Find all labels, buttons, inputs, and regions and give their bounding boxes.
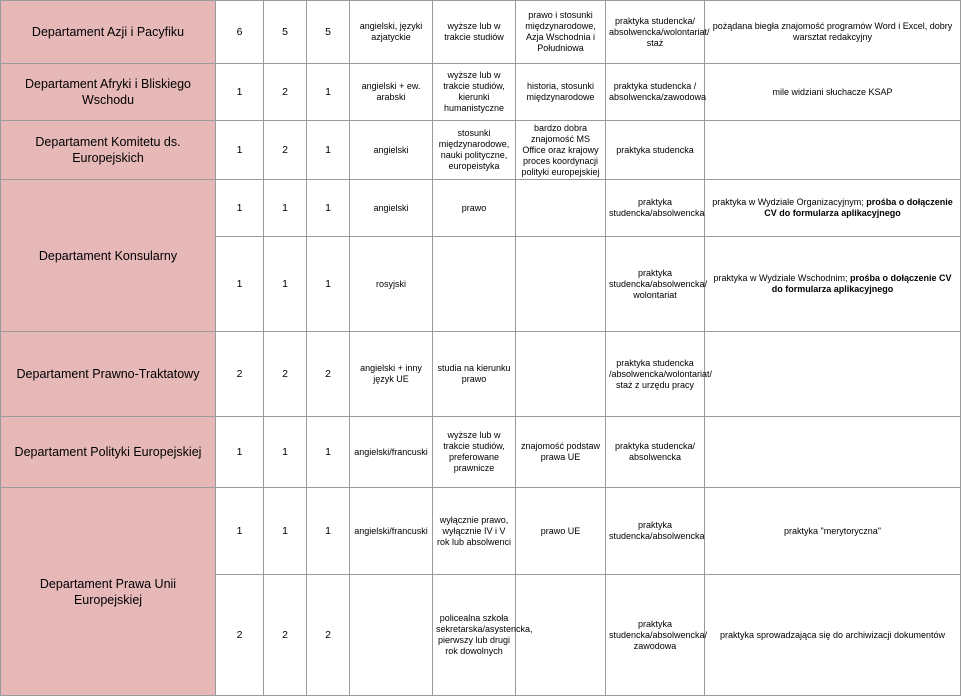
field-cell: prawo UE (516, 488, 606, 575)
education-cell: wyższe lub w trakcie studiów (433, 1, 516, 64)
internship-type-cell: praktyka studencka/absolwencka (606, 488, 705, 575)
table-row (1, 121, 961, 180)
education-cell: wyłącznie prawo, wyłącznie IV i V rok lub absolwenci (433, 488, 516, 575)
internship-type-cell: praktyka studencka/ absolwencka (606, 417, 705, 488)
table-row (1, 180, 961, 237)
table-row (1, 1, 961, 64)
field-cell (516, 180, 606, 237)
education-cell: studia na kierunku prawo (433, 332, 516, 417)
table-row (1, 64, 961, 121)
count-b: 2 (264, 332, 307, 417)
education-cell: wyższe lub w trakcie studiów, kierunki humanistyczne (433, 64, 516, 121)
internship-type-cell: praktyka studencka/absolwencka/ wolontariat (606, 237, 705, 332)
count-a: 1 (216, 180, 264, 237)
count-b: 2 (264, 121, 307, 180)
notes-text: praktyka w Wydziale Wschodnim; (713, 273, 848, 283)
languages-cell: rosyjski (350, 237, 433, 332)
internship-type-cell: praktyka studencka (606, 121, 705, 180)
count-b: 2 (264, 575, 307, 696)
count-b: 1 (264, 488, 307, 575)
table-row (1, 332, 961, 417)
field-cell: znajomość podstaw prawa UE (516, 417, 606, 488)
notes-cell: praktyka sprowadzająca się do archiwizacji dokumentów (705, 575, 961, 696)
count-c: 2 (307, 575, 350, 696)
count-b: 1 (264, 237, 307, 332)
count-c: 1 (307, 121, 350, 180)
internship-type-cell: praktyka studencka/absolwencka (606, 180, 705, 237)
count-a: 1 (216, 417, 264, 488)
department-name: Departament Komitetu ds. Europejskich (1, 121, 216, 180)
notes-cell: mile widziani słuchacze KSAP (705, 64, 961, 121)
department-name: Departament Azji i Pacyfiku (1, 1, 216, 64)
field-cell (516, 575, 606, 696)
notes-cell: pożądana biegła znajomość programów Word i Excel, dobry warsztat redakcyjny (705, 1, 961, 64)
notes-emphasis: prośba o dołączenie CV do formularza aplikacyjnego (764, 197, 953, 218)
department-name: Departament Afryki i Bliskiego Wschodu (1, 64, 216, 121)
count-c: 2 (307, 332, 350, 417)
count-b: 2 (264, 64, 307, 121)
notes-text: praktyka w Wydziale Organizacyjnym; (712, 197, 864, 207)
field-cell: bardzo dobra znajomość MS Office oraz krajowy proces koordynacji polityki europejskiej (516, 121, 606, 180)
count-c: 5 (307, 1, 350, 64)
internship-type-cell: praktyka studencka /absolwencka/wolontariat/ staż z urzędu pracy (606, 332, 705, 417)
education-cell: stosunki międzynarodowe, nauki polityczne, europeistyka (433, 121, 516, 180)
internship-type-cell: praktyka studencka / absolwencka/zawodowa (606, 64, 705, 121)
education-cell: wyższe lub w trakcie studiów, preferowane prawnicze (433, 417, 516, 488)
education-cell: policealna szkoła sekretarska/asystencka, pierwszy lub drugi rok dowolnych (433, 575, 516, 696)
languages-cell: angielski/francuski (350, 417, 433, 488)
field-cell (516, 332, 606, 417)
count-c: 1 (307, 180, 350, 237)
field-cell (516, 237, 606, 332)
count-a: 2 (216, 332, 264, 417)
count-a: 2 (216, 575, 264, 696)
count-a: 1 (216, 64, 264, 121)
education-cell: prawo (433, 180, 516, 237)
notes-cell (705, 180, 961, 237)
internship-type-cell: praktyka studencka/ absolwencka/wolontariat/ staż (606, 1, 705, 64)
department-name: Departament Prawno-Traktatowy (1, 332, 216, 417)
count-c: 1 (307, 417, 350, 488)
count-a: 1 (216, 121, 264, 180)
internship-type-cell: praktyka studencka/absolwencka/ zawodowa (606, 575, 705, 696)
field-cell: historia, stosunki międzynarodowe (516, 64, 606, 121)
notes-cell (705, 417, 961, 488)
count-a: 1 (216, 237, 264, 332)
languages-cell: angielski (350, 180, 433, 237)
field-cell: prawo i stosunki międzynarodowe, Azja Wschodnia i Południowa (516, 1, 606, 64)
notes-cell (705, 121, 961, 180)
notes-emphasis: prośba o dołączenie CV do formularza aplikacyjnego (771, 273, 952, 294)
languages-cell: angielski (350, 121, 433, 180)
table-row (1, 417, 961, 488)
count-c: 1 (307, 237, 350, 332)
count-b: 5 (264, 1, 307, 64)
count-b: 1 (264, 417, 307, 488)
languages-cell: angielski + inny język UE (350, 332, 433, 417)
languages-cell: angielski, języki azjatyckie (350, 1, 433, 64)
languages-cell: angielski + ew. arabski (350, 64, 433, 121)
count-a: 1 (216, 488, 264, 575)
department-name: Departament Polityki Europejskiej (1, 417, 216, 488)
notes-cell: praktyka "merytoryczna" (705, 488, 961, 575)
notes-cell (705, 237, 961, 332)
table-row (1, 488, 961, 575)
languages-cell: angielski/francuski (350, 488, 433, 575)
notes-cell (705, 332, 961, 417)
count-a: 6 (216, 1, 264, 64)
count-c: 1 (307, 64, 350, 121)
education-cell (433, 237, 516, 332)
count-c: 1 (307, 488, 350, 575)
languages-cell (350, 575, 433, 696)
count-b: 1 (264, 180, 307, 237)
department-name: Departament Konsularny (1, 180, 216, 332)
department-name: Departament Prawa Unii Europejskiej (1, 488, 216, 696)
